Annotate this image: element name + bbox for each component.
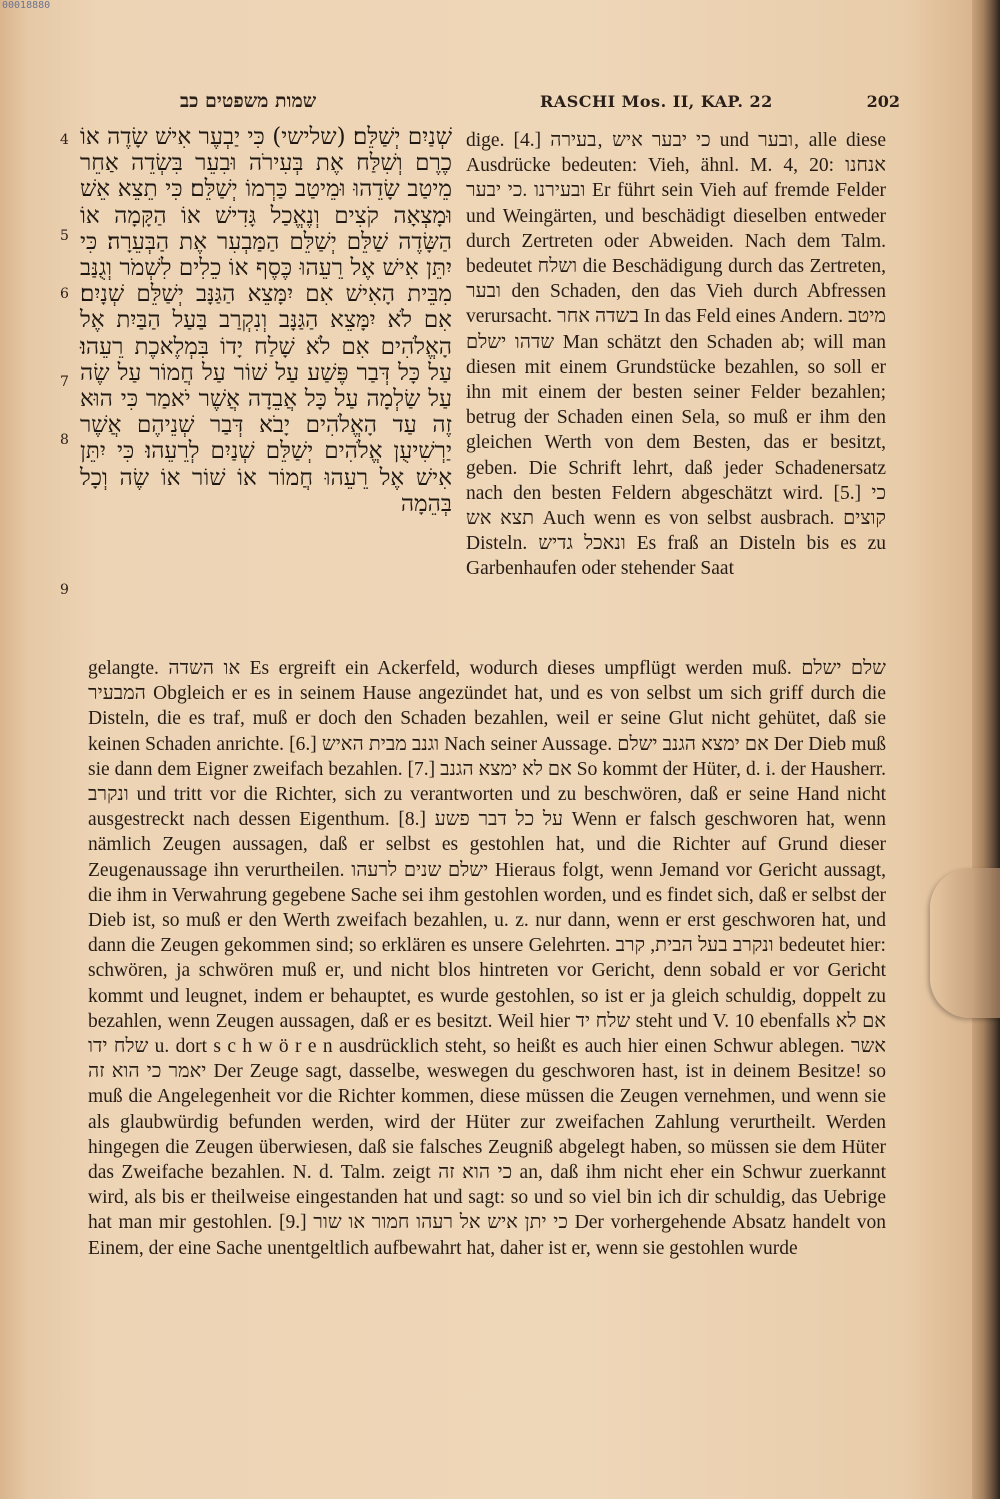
- page-number: 202: [866, 92, 900, 111]
- commentary-right-column: [466, 128, 886, 582]
- book-edge: [972, 0, 1000, 1499]
- verse-number: 4: [60, 132, 69, 148]
- verse-number: 6: [60, 286, 69, 302]
- hebrew-bible-text: [80, 124, 452, 517]
- hebrew-running-title: שמות משפטים כב: [180, 90, 317, 112]
- verse-number: 8: [60, 432, 69, 448]
- verse-number: 5: [60, 228, 69, 244]
- verse-number: 9: [60, 582, 69, 598]
- verse-number: 7: [60, 374, 69, 390]
- commentary-column-text: dige. [4.] כי יבער איש ‚בעירה und ובער‚ alle diese Ausdrücke bedeuten: Vieh, ähnl. M. 4, 20: אנחנו ובעירנו .כי יבער Er führt sein Vieh auf fremde Felder und Weingärten, und beschädigt dieselben entweder durch Zertreten oder Abweiden. Nach dem Talm. bedeutet ושלח die Beschädigung durch das Zertreten, ובער den Schaden, den das Vieh durch Abfressen verursacht. בשדה אחר In das Feld eines Andern. מיטב שדהו ישלם Man schätzt den Schaden ab; will man diesen mit einem Grundstücke bezahlen, so soll er ihn mit einem der besten seiner Felder bezahlen; betrug der Schaden einen Sela, so muß er ihm den gleichen Werth von dem Besten, das er besitzt, geben. Die Schrift lehrt, daß jeder Schadenersatz nach den besten Feldern abgeschätzt wird. [5.] כי תצא אש Auch wenn es von selbst ausbrach. קוצים Disteln. ונאכל גדיש Es fraß an Disteln bis es zu Garbenhaufen oder stehender Saat: [466, 130, 887, 580]
- library-stamp: 00018880: [2, 0, 51, 11]
- running-header: [180, 90, 900, 118]
- hebrew-verses: שְׁנַיִם יְשַׁלֵּם׃ (שלישי) כִּי יַבְעֶר אִישׁ שָׂדֶה אוֹ כֶרֶם וְשִׁלַּח אֶת בְּעִירֹה וּבִעֵר בִּשְׂדֵה אַחֵר מֵיטַב שָׂדֵהוּ וּמֵיטַב כַּרְמוֹ יְשַׁלֵּם׃ כִּי תֵצֵא אֵשׁ וּמָצְאָה קֹצִים וְנֶאֱכַל גָּדִישׁ אוֹ הַקָּמָה אוֹ הַשָּׂדֶה שַׁלֵּם יְשַׁלֵּם הַמַּבְעִר אֶת הַבְּעֵרָה׃ כִּי יִתֵּן אִישׁ אֶל רֵעֵהוּ כֶּסֶף אוֹ כֵלִים לִשְׁמֹר וְגֻנַּב מִבֵּית הָאִישׁ אִם יִמָּצֵא הַגַּנָּב יְשַׁלֵּם שְׁנָיִם׃ אִם לֹא יִמָּצֵא הַגַּנָּב וְנִקְרַב בַּעַל הַבַּיִת אֶל הָאֱלֹהִים אִם לֹא שָׁלַח יָדוֹ בִּמְלֶאכֶת רֵעֵהוּ׃ עַל כָּל דְּבַר פֶּשַׁע עַל שׁוֹר עַל חֲמוֹר עַל שֶׂה עַל שַׂלְמָה עַל כָּל אֲבֵדָה אֲשֶׁר יֹאמַר כִּי הוּא זֶה עַד הָאֱלֹהִים יָבֹא דְּבַר שְׁנֵיהֶם אֲשֶׁר יַרְשִׁיעֻן אֱלֹהִים יְשַׁלֵּם שְׁנַיִם לְרֵעֵהוּ׃ כִּי יִתֵּן אִישׁ אֶל רֵעֵהוּ חֲמוֹר אוֹ שׁוֹר אוֹ שֶׂה וְכָל בְּהֵמָה: [80, 124, 452, 517]
- commentary-full-width: [88, 656, 886, 1261]
- page-clip-tab: [930, 868, 1000, 1018]
- commentary-full-text: gelangte. או השדה Es ergreift ein Ackerfeld, wodurch dieses umpflügt werden muß. שלם ישלם המבעיר Obgleich er es in seinem Hause angezündet hat, und es von selbst um sich griff durch die Disteln, die es traf, muß er doch den Schaden bezahlen, weil er seine Glut nicht gehütet, daß sie keinen Schaden anrichte. [6.] וגנב מבית האיש Nach seiner Aussage. אם ימצא הגנב ישלם Der Dieb muß sie dann dem Eigner zweifach bezahlen. [7.] אם לא ימצא הגנב So kommt der Hüter, d. i. der Hausherr. ונקרב und tritt vor die Richter, sich zu verantworten und zu beschwören, daß er seine Hand nicht ausgestreckt nach dessen Eigenthum. [8.] על כל דבר פשע Wenn er falsch geschworen hat, wenn nämlich Zeugen aussagen, daß er selbst es gestohlen hat, und die Richter auf Grund dieser Zeugenaussage ihn verurtheilen. ישלם שנים לרעהו Hieraus folgt, wenn Jemand vor Gericht aussagt, die ihm in Verwahrung gegebene Sache sei ihm gestohlen worden, und es findet sich, daß er selbst der Dieb ist, so muß er den Werth zweifach bezahlen, u. z. nur dann, wenn er erst geschworen hat, und dann die Zeugen gekommen sind; so erklären es unsere Gelehrten. ונקרב בעל הבית, קרב bedeutet hier: schwören, ja schwören muß er, und nicht blos hintreten vor Gericht, denn sobald er vor Gericht kommt und leugnet, indem er behauptet, es wurde gestohlen, so ist er ja gleich schuldig, doppelt zu bezahlen, wenn Zeugen aussagen, daß er es besitzt. Weil hier שלח יד steht und V. 10 ebenfalls אם לא שלח ידו u. dort s c h w ö r e n ausdrücklich steht, so heißt es auch hier einen Schwur ablegen. אשר יאמר כי הוא זה Der Zeuge sagt, dasselbe, weswegen du geschworen hast, ist in deinem Besitze! so muß die Angelegenheit vor die Richter kommen, diese müssen die Zeugen vernehmen, und wenn sie als glaubwürdig befunden werden, wird der Hüter zur zweifachen Zahlung verurtheilt. Werden hingegen die Zeugen überwiesen, daß sie falsches Zeugniß abgelegt haben, so müssen sie dem Hüter das Zweifache bezahlen. N. d. Talm. zeigt כי הוא זה an, daß ihm nicht eher ein Schwur zuerkannt wird, als bis er theilweise eingestanden hat und sagt: so und so viel bin ich dir schuldig, das Uebrige hat man mir gestohlen. [9.] כי יתן איש אל רעהו חמור או שור Der vorhergehende Absatz handelt von Einem, der eine Sache unentgeltlich aufbewahrt hat, daher ist er, wenn sie gestohlen wurde: [88, 658, 887, 1259]
- running-title: RASCHI Mos. II, KAP. 22: [540, 92, 773, 111]
